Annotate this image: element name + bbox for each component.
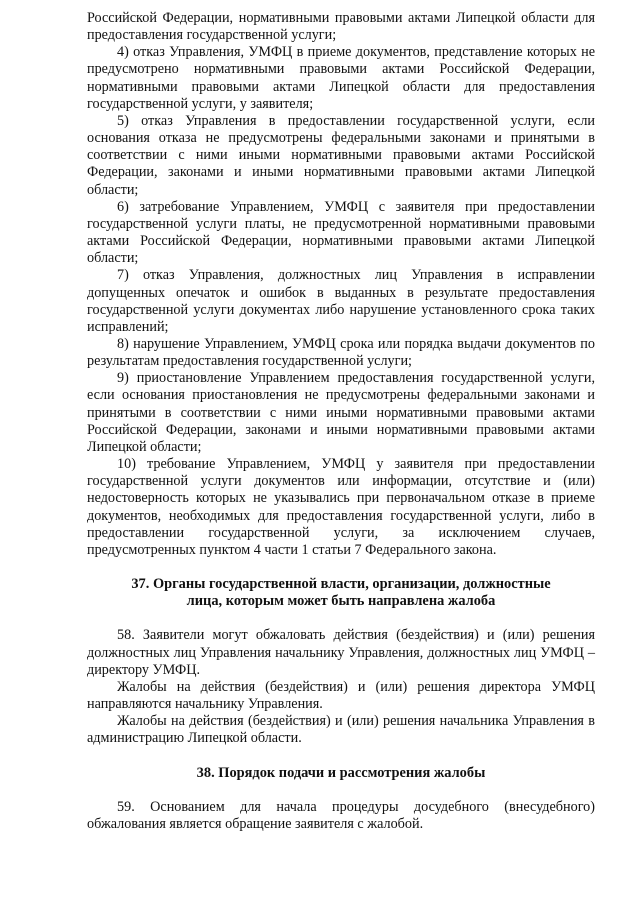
section-38-heading: 38. Порядок подачи и рассмотрения жалобы — [196, 764, 486, 781]
paragraph-umfc-director-complaints: Жалобы на действия (бездействия) и (или) решения директора УМФЦ направляются начальнику Управления. — [87, 678, 595, 713]
list-item-7: 7) отказ Управления, должностных лиц Управления в исправлении допущенных опечаток и ошибок в выданных в результате предоставления государственной услуги документах либо нарушение установленного срока таких исправлений; — [87, 267, 595, 335]
list-item-8: 8) нарушение Управлением, УМФЦ срока или порядка выдачи документов по результатам предоставления государственной услуги; — [87, 335, 595, 370]
list-item-continuation: Российской Федерации, нормативными правовыми актами Липецкой области для предоставления государственной услуги; — [87, 10, 595, 44]
section-37-heading — [87, 576, 595, 610]
spacer — [87, 559, 595, 576]
list-item-4: 4) отказ Управления, УМФЦ в приеме документов, представление которых не предусмотрено нормативными правовыми актами Российской Федерации, нормативными правовыми актами Липецкой области для предоставления государственной услуги, у заявителя; — [87, 44, 595, 112]
list-item-6: 6) затребование Управлением, УМФЦ с заявителя при предоставлении государственной услуги платы, не предусмотренной нормативными правовыми актами Российской Федерации, нормативными правовыми актами Липецкой области; — [87, 198, 595, 267]
spacer — [87, 610, 595, 627]
list-item-9: 9) приостановление Управлением предоставления государственной услуги, если основания приостановления не предусмотрены федеральными законами и принятыми в соответствии с ними иными нормативными правовыми актами Российской Федерации, законами и иными нормативными правовыми актами Липецкой области; — [87, 370, 595, 455]
list-item-10: 10) требование Управлением, УМФЦ у заявителя при предоставлении государственной услуги документов или информации, отсутствие и (или) недостоверность которых не указывались при первоначальном отказе в приеме документов, необходимых для предоставления государственной услуги, либо в предоставлении государственной услуги, за исключением случаев, предусмотренных пунктом 4 части 1 статьи 7 Федерального закона. — [87, 456, 595, 558]
section-37-heading-line-2: лица, которым может быть направлена жалоба — [186, 593, 496, 610]
paragraph-59: 59. Основанием для начала процедуры досудебного (внесудебного) обжалования является обращение заявителя с жалобой. — [87, 798, 595, 832]
list-item-5: 5) отказ Управления в предоставлении государственной услуги, если основания отказа не предусмотрены федеральными законами и принятыми в соответствии с ними иными нормативными правовыми актами Российской Федерации, законами и иными нормативными правовыми актами Липецкой области; — [87, 112, 595, 198]
paragraph-58: 58. Заявители могут обжаловать действия (бездействия) и (или) решения должностных лиц Управления начальнику Управления, должностных лиц УМФЦ – директору УМФЦ. — [87, 627, 595, 678]
spacer — [87, 748, 595, 765]
section-37-heading-line-1: 37. Органы государственной власти, организации, должностные — [131, 576, 551, 592]
paragraph-head-complaints: Жалобы на действия (бездействия) и (или) решения начальника Управления в администрацию Липецкой области. — [87, 713, 595, 747]
spacer — [87, 782, 595, 799]
document-page — [87, 10, 595, 833]
